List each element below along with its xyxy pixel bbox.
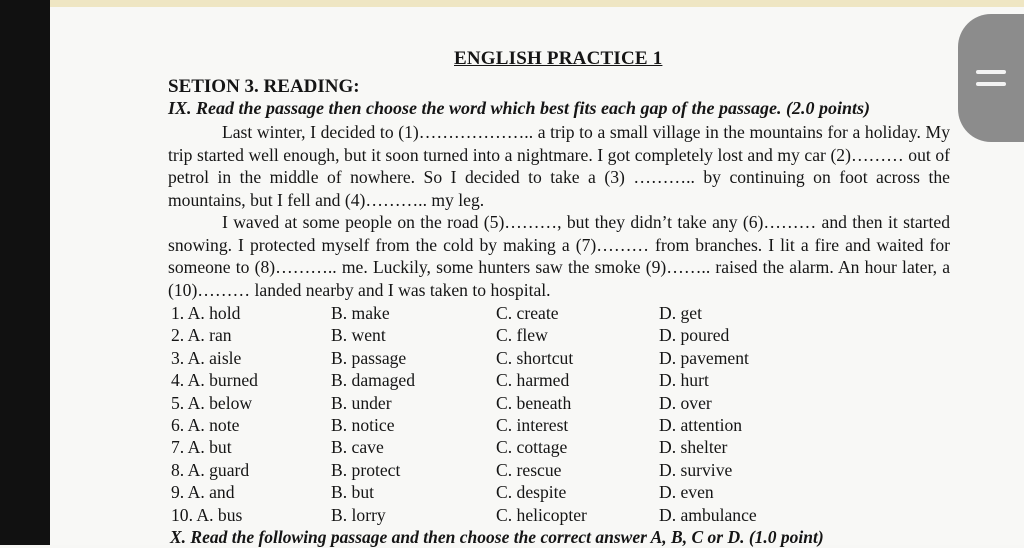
option-a: 1. A. hold — [171, 303, 241, 323]
option-a: 7. A. but — [171, 437, 232, 458]
option-d: D. attention — [659, 414, 743, 435]
option-row — [171, 504, 871, 526]
option-a: 3. A. aisle — [171, 347, 242, 368]
option-c: C. despite — [496, 482, 567, 503]
option-d: D. get — [659, 303, 702, 323]
option-c: C. rescue — [496, 459, 562, 480]
option-d: D. hurt — [659, 370, 709, 391]
passage-paragraph-2: I waved at some people on the road (5)………, but they didn’t take any (6)……… and then it started snowing. I protected myself from the cold by making a (7)……… from branches. I lit a fire and waited for someone to (8)……….. me. Luckily, some hunters saw the smoke (9)…….. raised the alarm. An hour later, a (10)……… landed nearby and I was taken to hospital. — [168, 212, 950, 300]
option-d: D. pavement — [659, 347, 749, 368]
option-b: B. notice — [331, 414, 395, 435]
option-row — [171, 369, 871, 391]
option-b: B. went — [331, 325, 386, 346]
option-a: 4. A. burned — [171, 370, 258, 391]
next-exercise-instruction: X. Read the following passage and then choose the correct answer A, B, C or D. (1.0 point) — [170, 527, 824, 547]
option-b: B. make — [331, 303, 390, 323]
section-heading: SETION 3. READING: — [168, 76, 360, 97]
option-c: C. interest — [496, 414, 569, 435]
option-b: B. damaged — [331, 370, 416, 391]
left-black-bar — [0, 0, 50, 545]
answer-options — [171, 302, 871, 526]
option-row — [171, 347, 871, 369]
option-row — [171, 436, 871, 458]
option-a: 9. A. and — [171, 482, 235, 503]
option-c: C. helicopter — [496, 504, 587, 525]
option-a: 10. A. bus — [171, 504, 243, 525]
exercise-instruction: IX. Read the passage then choose the word which best fits each gap of the passage. (2.0 points) — [168, 98, 871, 118]
option-c: C. harmed — [496, 370, 570, 391]
option-a: 5. A. below — [171, 392, 253, 413]
option-b: B. passage — [331, 347, 407, 368]
option-d: D. ambulance — [659, 504, 757, 525]
option-b: B. cave — [331, 437, 384, 458]
option-row — [171, 459, 871, 481]
side-pull-handle[interactable] — [958, 14, 1024, 142]
option-d: D. over — [659, 392, 712, 413]
option-row — [171, 481, 871, 503]
option-c: C. cottage — [496, 437, 568, 458]
top-edge-strip — [50, 0, 1024, 7]
option-d: D. even — [659, 482, 714, 503]
passage-paragraph-1: Last winter, I decided to (1)……………….. a trip to a small village in the mountains for a holiday. My trip started well enough, but it soon turned into a nightmare. I got completely lost and my car (2)……… out of petrol in the middle of nowhere. So I decided to take a (3) ……….. by continuing on foot across the mountains, but I fell and (4)……….. my leg. — [168, 122, 950, 210]
option-row — [171, 302, 871, 324]
option-b: B. under — [331, 392, 392, 413]
option-b: B. lorry — [331, 504, 386, 525]
option-row — [171, 414, 871, 436]
option-row — [171, 392, 871, 414]
reading-passage — [168, 121, 950, 301]
option-a: 6. A. note — [171, 414, 240, 435]
option-d: D. poured — [659, 325, 730, 346]
option-c: C. create — [496, 303, 559, 323]
option-d: D. shelter — [659, 437, 728, 458]
option-row — [171, 324, 871, 346]
option-a: 8. A. guard — [171, 459, 250, 480]
option-a: 2. A. ran — [171, 325, 232, 346]
option-b: B. protect — [331, 459, 401, 480]
option-b: B. but — [331, 482, 375, 503]
option-c: C. beneath — [496, 392, 572, 413]
option-c: C. flew — [496, 325, 548, 346]
document-title: ENGLISH PRACTICE 1 — [454, 48, 663, 69]
option-d: D. survive — [659, 459, 733, 480]
option-c: C. shortcut — [496, 347, 574, 368]
